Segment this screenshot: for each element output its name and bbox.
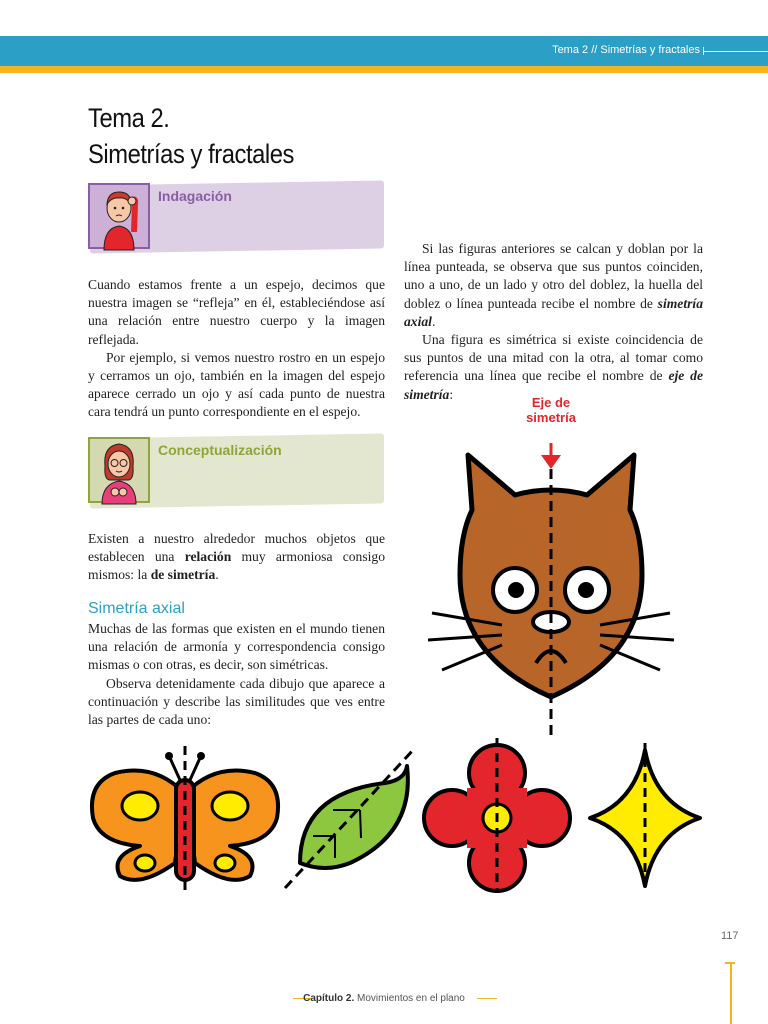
girl-avatar-icon — [88, 434, 150, 506]
indagacion-text — [88, 276, 385, 422]
butterfly-icon — [92, 746, 278, 893]
conceptualizacion-label: Conceptualización — [158, 442, 282, 458]
concept-bold-simetria: de simetría — [150, 567, 216, 583]
simetria-axial-heading: Simetría axial — [88, 600, 185, 617]
header-accent-stripe — [0, 66, 768, 73]
concept-text-2: muy armoniosa consigo mismos: la — [88, 549, 386, 583]
simetria-paragraph-2: Observa detenidamente cada dibujo que aparece a continuación y describe las similitudes que ves entre las partes de cada uno: — [88, 675, 385, 728]
axis-label — [516, 395, 586, 425]
simetria-paragraph-1: Muchas de las formas que existen en el mundo tienen una relación de armonía y correspondencia consigo mismas o con otras, es decir, son simétricas. — [88, 621, 385, 673]
indagacion-paragraph-2: Por ejemplo, si vemos nuestro rostro en un espejo y cerramos un ojo, también en la imagen del espejo aparece cerrado un ojo y así cada punto de nuestra cara tendrá un punto correspondiente en el espejo. — [88, 349, 385, 420]
right-column-text — [404, 240, 703, 404]
page-title — [88, 100, 294, 172]
right-text-3: Una figura es simétrica si existe coincidencia de sus puntos de una mitad con la otra, al tomar como referencia una línea que recibe el nombre de — [404, 332, 703, 384]
conceptualizacion-text — [88, 530, 385, 585]
simetria-axial-text — [88, 620, 385, 729]
term-simetria-axial: simetría axial — [404, 295, 703, 329]
axis-label-line-1: Eje de — [531, 395, 571, 410]
boy-thinking-icon — [88, 180, 150, 252]
running-title-rule — [703, 51, 768, 52]
right-text-1: Si las figuras anteriores se calcan y doblan por la línea punteada, se observa que sus puntos coinciden, uno a uno, de un lado y otro del doblez, la huella del doblez o línea punteada recibe el nombre de — [404, 241, 703, 311]
symmetric-shapes-row — [85, 738, 705, 898]
axis-label-line-2: simetría — [526, 410, 576, 425]
footer-rule-right — [477, 998, 497, 999]
footer — [0, 993, 768, 1004]
title-line-1: Tema 2. — [88, 103, 170, 133]
indagacion-paragraph-1: Cuando estamos frente a un espejo, decimos que nuestra imagen se “refleja” en él, estableciéndose así una relación entre nuestro cuerpo y la imagen reflejada. — [88, 277, 385, 347]
concept-text-3: . — [215, 567, 219, 583]
axis-arrow-head — [541, 455, 561, 469]
title-line-2: Simetrías y fractales — [88, 139, 294, 169]
page-number-tick — [725, 962, 735, 964]
star-icon — [590, 743, 700, 893]
indagacion-label: Indagación — [158, 188, 232, 204]
running-title-tick — [703, 47, 704, 55]
cat-figure — [420, 425, 680, 740]
term-eje-de-simetria: eje de simetría — [404, 368, 703, 402]
leaf-icon — [285, 748, 415, 888]
flower-icon — [424, 738, 570, 893]
concept-bold-relacion: relación — [184, 549, 232, 565]
running-title: Tema 2 // Simetrías y fractales — [552, 44, 700, 56]
concept-text-1: Existen a nuestro alrededor muchos objetos que establecen una — [88, 531, 385, 565]
right-text-2: . — [431, 313, 436, 329]
footer-chapter: Capítulo 2. — [303, 993, 355, 1004]
page-number: 117 — [721, 930, 739, 942]
footer-chapter-title: Movimientos en el plano — [354, 993, 465, 1004]
right-text-4: : — [449, 386, 454, 402]
